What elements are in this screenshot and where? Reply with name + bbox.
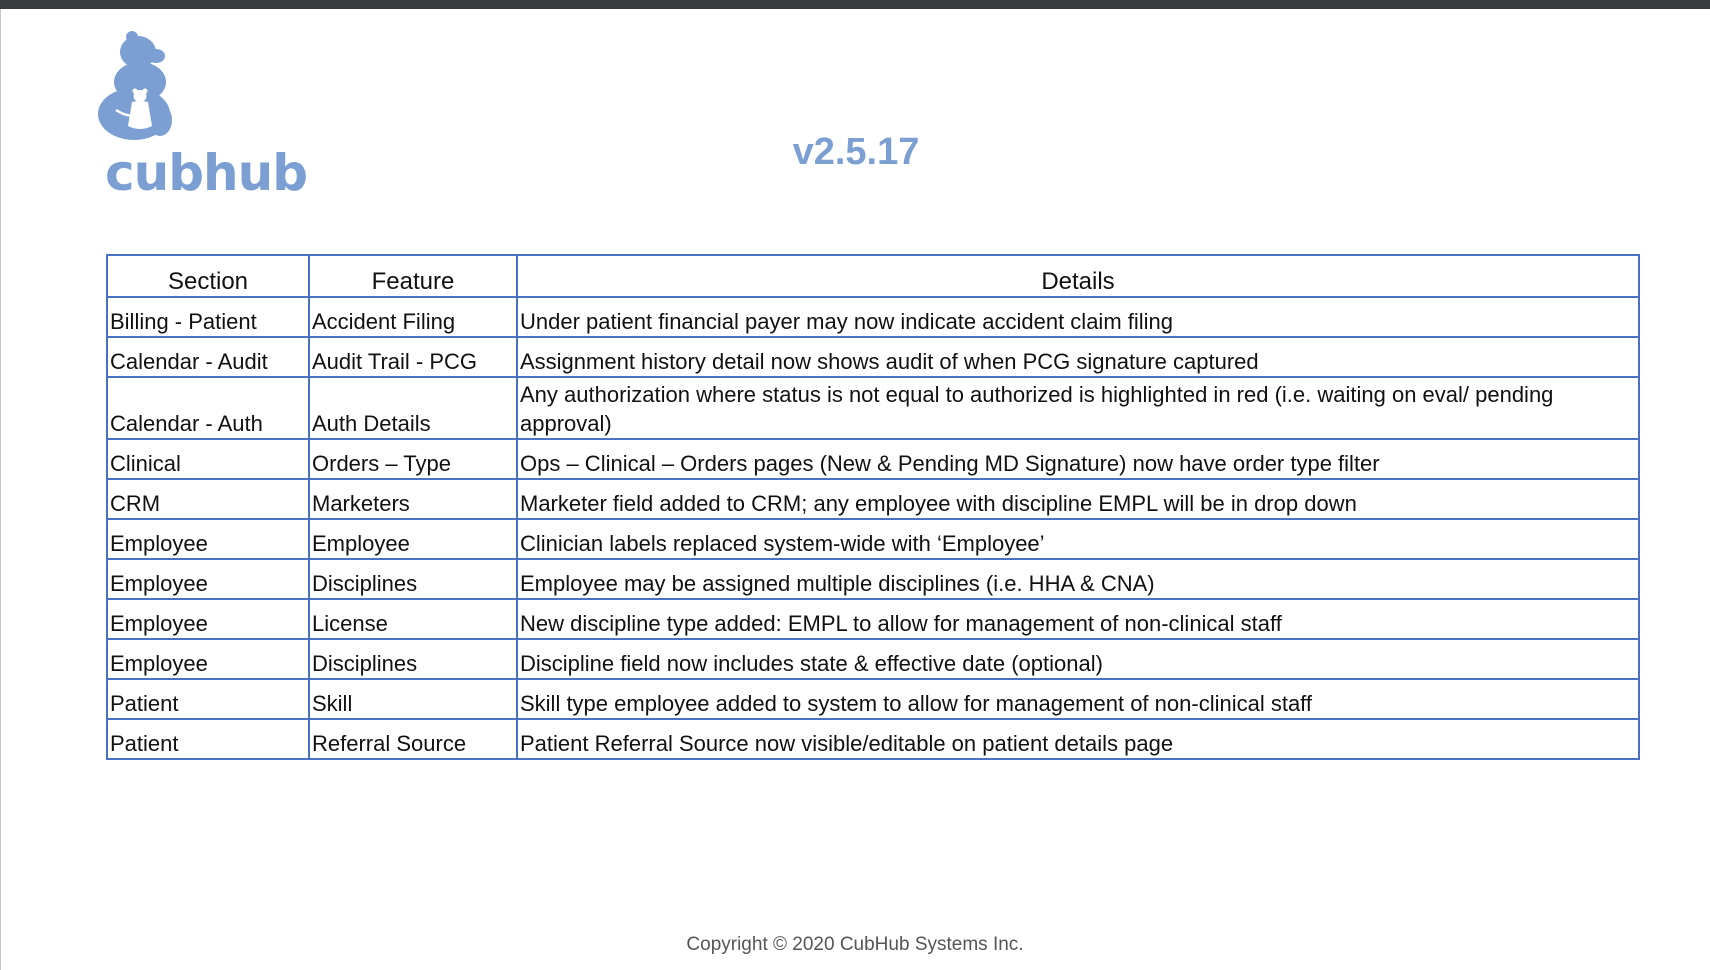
window-top-bar — [0, 0, 1710, 9]
header-feature: Feature — [309, 255, 517, 297]
cell-feature: Auth Details — [309, 377, 517, 439]
header-section: Section — [107, 255, 309, 297]
cell-details: Skill type employee added to system to allow for management of non-clinical staff — [517, 679, 1639, 719]
cell-feature: Skill — [309, 679, 517, 719]
table-row — [107, 639, 1639, 679]
cell-section: Employee — [107, 599, 309, 639]
cell-section: Employee — [107, 559, 309, 599]
table-row — [107, 719, 1639, 759]
table-row — [107, 377, 1639, 439]
cell-feature: Accident Filing — [309, 297, 517, 337]
table-row — [107, 519, 1639, 559]
table-header-row — [107, 255, 1639, 297]
cell-feature: Audit Trail - PCG — [309, 337, 517, 377]
cell-section: Calendar - Audit — [107, 337, 309, 377]
cell-section: Employee — [107, 639, 309, 679]
cell-details: Ops – Clinical – Orders pages (New & Pending MD Signature) now have order type filter — [517, 439, 1639, 479]
cell-details: Any authorization where status is not equal to authorized is highlighted in red (i.e. waiting on eval/ pending approval) — [517, 377, 1639, 439]
cell-section: Patient — [107, 679, 309, 719]
cell-feature: Disciplines — [309, 559, 517, 599]
table-row — [107, 479, 1639, 519]
cubhub-logo — [98, 30, 328, 202]
table-row — [107, 337, 1639, 377]
table-row — [107, 559, 1639, 599]
release-notes-table — [106, 254, 1640, 760]
cell-details: Employee may be assigned multiple disciplines (i.e. HHA & CNA) — [517, 559, 1639, 599]
cell-details: Patient Referral Source now visible/editable on patient details page — [517, 719, 1639, 759]
copyright-footer: Copyright © 2020 CubHub Systems Inc. — [686, 934, 1024, 955]
page-left-edge — [0, 9, 1, 970]
table-row — [107, 599, 1639, 639]
cell-details: Assignment history detail now shows audit of when PCG signature captured — [517, 337, 1639, 377]
table-row — [107, 297, 1639, 337]
cell-section: Employee — [107, 519, 309, 559]
cell-section: Billing - Patient — [107, 297, 309, 337]
header-details: Details — [517, 255, 1639, 297]
cell-feature: Referral Source — [309, 719, 517, 759]
cell-feature: Marketers — [309, 479, 517, 519]
cell-section: Clinical — [107, 439, 309, 479]
cell-feature: Orders – Type — [309, 439, 517, 479]
table-row — [107, 439, 1639, 479]
brand-wordmark: cubhub — [105, 144, 308, 202]
cell-section: CRM — [107, 479, 309, 519]
version-title: v2.5.17 — [792, 131, 920, 173]
cell-feature: Employee — [309, 519, 517, 559]
cell-feature: License — [309, 599, 517, 639]
bear-cub-icon — [98, 30, 178, 142]
cell-section: Patient — [107, 719, 309, 759]
table-row — [107, 679, 1639, 719]
cell-section: Calendar - Auth — [107, 377, 309, 439]
cell-details: New discipline type added: EMPL to allow for management of non-clinical staff — [517, 599, 1639, 639]
cell-details: Under patient financial payer may now indicate accident claim filing — [517, 297, 1639, 337]
cell-details: Discipline field now includes state & effective date (optional) — [517, 639, 1639, 679]
cell-feature: Disciplines — [309, 639, 517, 679]
cell-details: Clinician labels replaced system-wide with ‘Employee’ — [517, 519, 1639, 559]
cell-details: Marketer field added to CRM; any employee with discipline EMPL will be in drop down — [517, 479, 1639, 519]
